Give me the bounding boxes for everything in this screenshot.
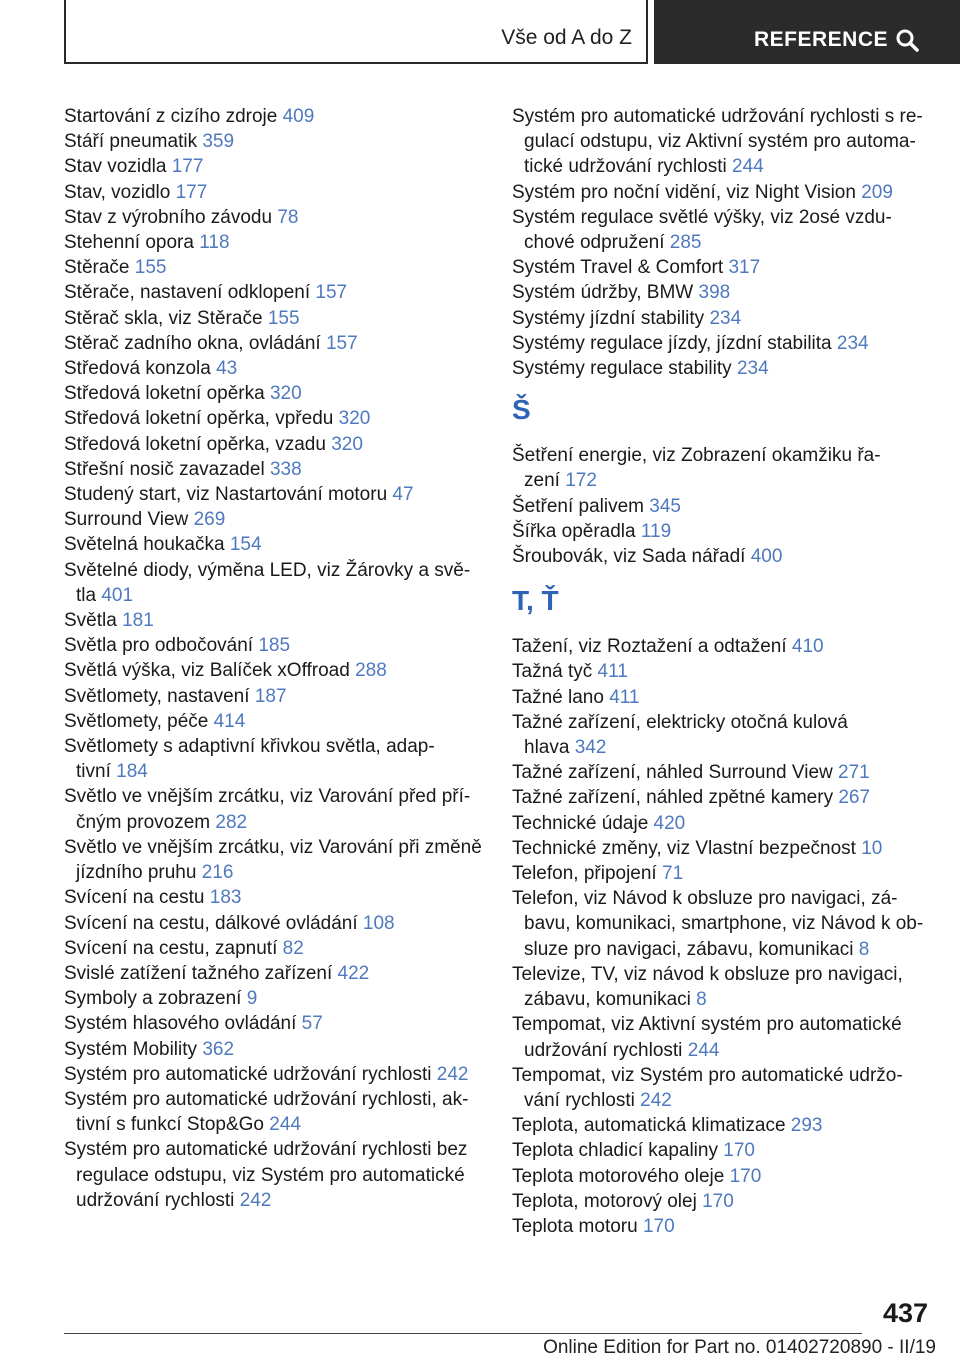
entry-group: [512, 104, 932, 381]
page-link[interactable]: 155: [134, 257, 167, 279]
entry-text: Tažné lano: [512, 686, 604, 708]
page-link[interactable]: 401: [101, 584, 134, 606]
index-entry: [64, 1137, 484, 1213]
index-entry: [512, 1012, 932, 1062]
page-link[interactable]: 170: [702, 1190, 734, 1212]
entry-text: chové odpružení: [524, 232, 665, 254]
index-entry: [64, 306, 484, 331]
index-entry: [512, 443, 932, 493]
entry-text: Světlomety s adaptivní křivkou světla, adap‐: [64, 736, 435, 758]
page-link[interactable]: 78: [277, 206, 299, 228]
entry-text: Tažení, viz Roztažení a odtažení: [512, 636, 787, 658]
page-link[interactable]: 414: [213, 710, 246, 732]
entry-text: regulace odstupu, viz Systém pro automatické: [76, 1164, 465, 1186]
page-link[interactable]: 183: [209, 887, 242, 909]
entry-text: Systémy jízdní stability: [512, 307, 705, 329]
entry-text: Šroubovák, viz Sada nářadí: [512, 546, 746, 568]
entry-text: jízdního pruhu: [76, 862, 197, 884]
entry-text: Tempomat, viz Aktivní systém pro automatické: [512, 1014, 902, 1036]
entry-text: Symboly a zobrazení: [64, 988, 242, 1010]
entry-text: Středová konzola: [64, 358, 211, 380]
page-link[interactable]: 267: [838, 787, 871, 809]
index-entry: [512, 760, 932, 785]
index-entry: [64, 129, 484, 154]
index-entry: [512, 836, 932, 861]
page-link[interactable]: 154: [229, 534, 262, 556]
index-entry: [64, 205, 484, 230]
index-entry: [64, 1011, 484, 1036]
entry-text: Světlá výška, viz Balíček xOffroad: [64, 660, 350, 682]
entry-text: udržování rychlosti: [76, 1189, 235, 1211]
page-link[interactable]: 71: [662, 863, 684, 885]
index-entry: [512, 280, 932, 305]
entry-text: Světlomety, péče: [64, 710, 209, 732]
header-section-box: [64, 0, 648, 64]
entry-text: Systém Mobility: [64, 1038, 198, 1060]
index-entry: [512, 104, 932, 180]
page-link[interactable]: 398: [698, 282, 731, 304]
page-link[interactable]: 242: [239, 1189, 272, 1211]
entry-text: Svícení na cestu, zapnutí: [64, 937, 278, 959]
page-link[interactable]: 244: [732, 156, 764, 178]
page-link[interactable]: 320: [338, 408, 371, 430]
page-link[interactable]: 216: [201, 862, 234, 884]
entry-text: Tažné zařízení, elektricky otočná kulová: [512, 711, 848, 733]
entry-text: Teplota, motorový olej: [512, 1190, 697, 1212]
page-link[interactable]: 185: [258, 635, 291, 657]
entry-text: zábavu, komunikaci: [524, 989, 691, 1011]
entry-group: [64, 104, 484, 1213]
footer-divider: [64, 1333, 862, 1334]
page-link[interactable]: 8: [696, 989, 707, 1011]
page-link[interactable]: 43: [216, 358, 238, 380]
index-entry: [64, 911, 484, 936]
page-link[interactable]: 187: [254, 685, 287, 707]
index-entry: [64, 986, 484, 1011]
index-entry: [512, 886, 932, 962]
page-link[interactable]: 242: [640, 1089, 672, 1111]
entry-text: Svícení na cestu, dálkové ovládání: [64, 912, 358, 934]
entry-text: Světla: [64, 610, 117, 632]
page-link[interactable]: 118: [199, 232, 230, 254]
entry-text: tické udržování rychlosti: [524, 156, 727, 178]
entry-text: Středová loketní opěrka, vzadu: [64, 433, 326, 455]
index-entry: [64, 633, 484, 658]
section-title: Vše od A do Z: [501, 26, 632, 49]
entry-text: Stav, vozidlo: [64, 181, 171, 203]
index-entry: [512, 494, 932, 519]
index-entry: [512, 1189, 932, 1214]
index-entry: [512, 685, 932, 710]
index-entry: [512, 785, 932, 810]
entry-text: Systém pro automatické udržování rychlosti s re‐: [512, 106, 923, 127]
entry-text: Teplota chladicí kapaliny: [512, 1140, 718, 1162]
page-link[interactable]: 57: [301, 1013, 323, 1035]
entry-group: [512, 634, 932, 1239]
page-link[interactable]: 10: [861, 837, 883, 859]
index-entry: [512, 356, 932, 381]
entry-text: Systémy regulace jízdy, jízdní stabilita: [512, 332, 832, 354]
entry-text: Technické změny, viz Vlastní bezpečnost: [512, 837, 856, 859]
index-entry: [512, 634, 932, 659]
entry-text: Systém pro automatické udržování rychlosti bez: [64, 1139, 468, 1161]
entry-text: Systém regulace světlé výšky, viz 2osé vzdu‐: [512, 206, 892, 228]
reference-label: REFERENCE: [754, 28, 889, 51]
entry-text: tivní s funkcí Stop&Go: [76, 1114, 264, 1136]
entry-text: Startování z cizího zdroje: [64, 106, 278, 127]
entry-text: Světlo ve vnějším zrcátku, viz Varování před pří‐: [64, 786, 471, 808]
entry-text: sluze pro navigaci, zábavu, komunikaci: [524, 938, 854, 960]
index-entry: [512, 519, 932, 544]
entry-text: tla: [76, 584, 97, 606]
page-link[interactable]: 155: [267, 307, 300, 329]
entry-text: Systémy regulace stability: [512, 358, 732, 380]
page-link[interactable]: 181: [122, 610, 154, 632]
entry-text: Stáří pneumatik: [64, 131, 198, 153]
index-entry: [512, 205, 932, 255]
page-link[interactable]: 271: [838, 762, 870, 784]
entry-text: Šířka opěradla: [512, 520, 636, 542]
entry-text: Svislé zatížení tažného zařízení: [64, 962, 333, 984]
page-link[interactable]: 119: [640, 520, 672, 542]
entry-text: Stěrače, nastavení odklopení: [64, 282, 311, 304]
entry-text: Střešní nosič zavazadel: [64, 458, 265, 480]
page-link[interactable]: 170: [729, 1165, 762, 1187]
search-icon[interactable]: [895, 28, 919, 52]
index-entry: [64, 432, 484, 457]
index-entry: [64, 784, 484, 834]
index-entry: [64, 255, 484, 280]
index-entry: [64, 457, 484, 482]
page-link[interactable]: 285: [669, 232, 702, 254]
entry-text: tivní: [76, 761, 111, 783]
page-link[interactable]: 170: [642, 1215, 675, 1237]
page-link[interactable]: 345: [649, 495, 681, 517]
page-link[interactable]: 411: [609, 686, 640, 708]
index-entry: [64, 507, 484, 532]
index-entry: [512, 811, 932, 836]
page-link[interactable]: 400: [750, 546, 783, 568]
index-entry: [512, 1214, 932, 1239]
index-entry: [64, 658, 484, 683]
index-entry: [64, 709, 484, 734]
index-entry: [512, 306, 932, 331]
page-link[interactable]: 282: [215, 811, 248, 833]
entry-text: Televize, TV, viz návod k obsluze pro navigaci,: [512, 963, 903, 985]
entry-text: gulací odstupu, viz Aktivní systém pro automa‐: [524, 131, 916, 153]
index-entry: [64, 961, 484, 986]
entry-text: Středová loketní opěrka, vpředu: [64, 408, 334, 430]
page-link[interactable]: 320: [269, 383, 302, 405]
page-link[interactable]: 317: [728, 257, 761, 279]
page-link[interactable]: 359: [202, 131, 235, 153]
index-entry: [512, 544, 932, 569]
index-entry: [512, 180, 932, 205]
page-number: 437: [882, 1298, 928, 1328]
entry-text: Systém pro automatické udržování rychlosti, ak‐: [64, 1088, 469, 1110]
index-entry: [64, 1037, 484, 1062]
index-entry: [512, 1063, 932, 1113]
entry-text: Teplota, automatická klimatizace: [512, 1115, 786, 1137]
page-link[interactable]: 82: [282, 937, 304, 959]
entry-text: Tažné zařízení, náhled Surround View: [512, 762, 833, 784]
entry-text: vání rychlosti: [524, 1089, 635, 1111]
index-entry: [64, 104, 484, 129]
page-link[interactable]: 409: [282, 106, 315, 127]
entry-text: Technické údaje: [512, 812, 649, 834]
index-entry: [64, 835, 484, 885]
entry-text: Stav vozidla: [64, 156, 167, 178]
page-link[interactable]: 47: [392, 484, 414, 506]
index-entry: [64, 608, 484, 633]
entry-group: [512, 443, 932, 569]
index-entry: [64, 356, 484, 381]
reference-tab[interactable]: [654, 0, 960, 64]
entry-text: zení: [524, 470, 560, 492]
entry-text: Telefon, viz Návod k obsluze pro navigaci, zá‐: [512, 888, 898, 910]
index-entry: [512, 255, 932, 280]
page-link[interactable]: 342: [574, 737, 607, 759]
entry-text: Světelná houkačka: [64, 534, 225, 556]
page-link[interactable]: 338: [269, 458, 302, 480]
entry-text: Stěrač zadního okna, ovládání: [64, 332, 321, 354]
index-entry: [512, 1164, 932, 1189]
index-entry: [64, 154, 484, 179]
index-entry: [64, 482, 484, 507]
index-entry: [64, 406, 484, 431]
page-link[interactable]: 9: [246, 988, 258, 1010]
index-entry: [64, 936, 484, 961]
index-entry: [64, 532, 484, 557]
index-entry: [64, 180, 484, 205]
entry-text: Tažné zařízení, náhled zpětné kamery: [512, 787, 834, 809]
page-link[interactable]: 108: [362, 912, 395, 934]
page-link[interactable]: 362: [202, 1038, 235, 1060]
entry-text: Tempomat, viz Systém pro automatické udržo‐: [512, 1064, 903, 1086]
entry-text: udržování rychlosti: [524, 1039, 683, 1061]
entry-text: Teplota motorového oleje: [512, 1165, 725, 1187]
index-entry: [512, 1113, 932, 1138]
index-entry: [512, 1138, 932, 1163]
index-entry: [64, 230, 484, 255]
index-entry: [64, 558, 484, 608]
page-link[interactable]: 234: [836, 332, 869, 354]
entry-text: Stěrač skla, viz Stěrače: [64, 307, 263, 329]
entry-text: Telefon, připojení: [512, 863, 657, 885]
entry-text: Šetření palivem: [512, 495, 645, 517]
page-link[interactable]: 234: [736, 358, 769, 380]
page-link[interactable]: 172: [565, 470, 597, 492]
page-link[interactable]: 184: [116, 761, 148, 783]
index-entry: [64, 684, 484, 709]
page-link[interactable]: 244: [687, 1039, 720, 1061]
index-entry: [512, 861, 932, 886]
entry-text: Světlomety, nastavení: [64, 685, 250, 707]
entry-text: Systém pro noční vidění, viz Night Vision: [512, 181, 856, 203]
entry-text: Stehenní opora: [64, 232, 194, 254]
page-link[interactable]: 410: [791, 636, 824, 658]
index-entry: [512, 331, 932, 356]
entry-text: Systém údržby, BMW: [512, 282, 694, 304]
index-entry: [64, 885, 484, 910]
index-entry: [64, 381, 484, 406]
letter-heading-t: T, Ť: [512, 585, 559, 617]
entry-text: Tažná tyč: [512, 661, 593, 683]
page-link[interactable]: 420: [653, 812, 686, 834]
entry-text: Svícení na cestu: [64, 887, 205, 909]
entry-text: čným provozem: [76, 811, 211, 833]
entry-text: Systém Travel & Comfort: [512, 257, 724, 279]
index-entry: [64, 734, 484, 784]
entry-text: Stěrače: [64, 257, 130, 279]
page-link[interactable]: 8: [858, 938, 870, 960]
index-entry: [512, 710, 932, 760]
page-link[interactable]: 157: [315, 282, 348, 304]
entry-text: hlava: [524, 737, 570, 759]
index-column-right: [512, 104, 932, 1239]
entry-text: Studený start, viz Nastartování motoru: [64, 484, 388, 506]
page-link[interactable]: 320: [331, 433, 363, 455]
page-link[interactable]: 234: [709, 307, 742, 329]
page-link[interactable]: 242: [436, 1063, 469, 1085]
entry-text: Světlo ve vnějším zrcátku, viz Varování při změně: [64, 836, 482, 858]
index-entry: [512, 962, 932, 1012]
page-link[interactable]: 288: [355, 660, 387, 682]
edition-footer: Online Edition for Part no. 01402720890 - II/19: [543, 1337, 936, 1358]
page-link[interactable]: 209: [861, 181, 893, 203]
index-column-left: [64, 104, 484, 1213]
index-entry: [64, 280, 484, 305]
entry-text: Systém hlasového ovládání: [64, 1013, 297, 1035]
entry-text: Systém pro automatické udržování rychlosti: [64, 1063, 432, 1085]
entry-text: bavu, komunikaci, smartphone, viz Návod k ob‐: [524, 913, 924, 935]
page-link[interactable]: 157: [325, 332, 358, 354]
entry-text: Světla pro odbočování: [64, 635, 254, 657]
index-entry: [512, 659, 932, 684]
page-link[interactable]: 244: [269, 1114, 301, 1136]
page-link[interactable]: 177: [171, 156, 204, 178]
page-link[interactable]: 269: [193, 509, 226, 531]
letter-heading-s: Š: [512, 394, 531, 426]
entry-text: Středová loketní opěrka: [64, 383, 265, 405]
page-link[interactable]: 293: [790, 1115, 823, 1137]
entry-text: Světelné diody, výměna LED, viz Žárovky a svě‐: [64, 559, 471, 581]
entry-text: Stav z výrobního závodu: [64, 206, 273, 228]
entry-text: Surround View: [64, 509, 189, 531]
index-entry: [64, 1087, 484, 1137]
page-link[interactable]: 411: [597, 661, 628, 683]
page-link[interactable]: 170: [723, 1140, 755, 1162]
entry-text: Šetření energie, viz Zobrazení okamžiku řa‐: [512, 445, 881, 467]
page-link[interactable]: 422: [337, 962, 370, 984]
index-entry: [64, 1062, 484, 1087]
entry-text: Teplota motoru: [512, 1215, 638, 1237]
index-entry: [64, 331, 484, 356]
page-link[interactable]: 177: [175, 181, 208, 203]
